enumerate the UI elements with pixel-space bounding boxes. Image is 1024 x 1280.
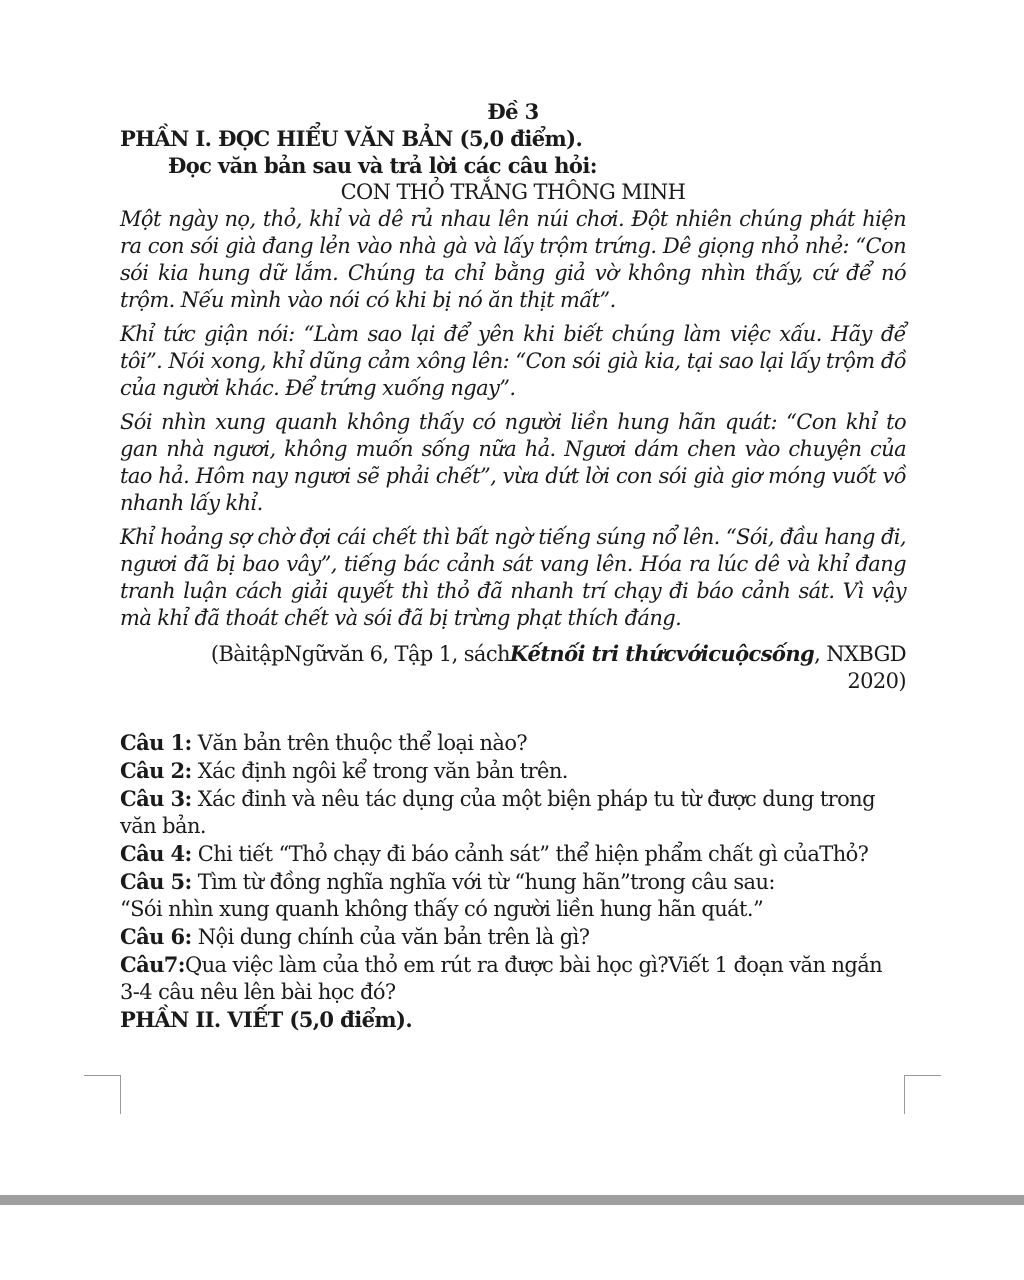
story-paragraph: Sói nhìn xung quanh không thấy có người liền hung hãn quát: “Con khỉ to gan nhà ngươi, không muốn sống nữa hả. Ngươi dám chen vào chuyện của tao hả. Hôm nay ngươi sẽ phải chết”, vừa dứt lời con sói già giơ móng vuốt vồ nhanh lấy khỉ. <box>120 410 906 515</box>
question-list <box>120 729 906 1033</box>
question-item <box>120 757 906 785</box>
question-text: Nội dung chính của văn bản trên là gì? <box>191 925 590 949</box>
instruction: Đọc văn bản sau và trả lời các câu hỏi: <box>168 153 597 178</box>
story-paragraph: Khỉ hoảng sợ chờ đợi cái chết thì bất ngờ tiếng súng nổ lên. “Sói, đầu hang đi, ngươi đã bị bao vây”, tiếng bác cảnh sát vang lên. Hóa ra lúc dê và khỉ đang tranh luận cách giải quyết thì thỏ đã nhanh trí chạy đi báo cảnh sát. Vì vậy mà khỉ đã thoát chết và sói đã bị trừng phạt thích đáng. <box>120 525 906 630</box>
source-year: 2020) <box>847 669 906 693</box>
question-text: Qua việc làm của thỏ em rút ra được bài học gì?Viết 1 đoạn văn ngắn 3-4 câu nêu lên bài học đó? <box>120 953 883 1004</box>
story-paragraph: Khỉ tức giận nói: “Làm sao lại để yên khi biết chúng làm việc xấu. Hãy để tôi”. Nói xong, khỉ dũng cảm xông lên: “Con sói già kia, tại sao lại lấy trộm đồ của người khác. Để trứng xuống ngay”. <box>120 322 906 400</box>
exam-heading: Đề 3 <box>487 99 539 124</box>
part1-title: PHẦN I. ĐỌC HIỂU VĂN BẢN (5,0 điểm). <box>120 126 583 151</box>
question-text: Xác định ngôi kể trong văn bản trên. <box>191 759 568 783</box>
question-item <box>120 868 906 896</box>
source-suffix: , NXBGD <box>814 642 906 666</box>
question-text: Chi tiết “Thỏ chạy đi báo cảnh sát” thể hiện phẩm chất gì củaThỏ? <box>191 842 869 866</box>
question-item <box>120 729 906 757</box>
question-text: Tìm từ đồng nghĩa nghĩa với từ “hung hãn”trong câu sau: <box>191 870 775 894</box>
document-content <box>120 98 906 1033</box>
question-item <box>120 923 906 951</box>
question-label: Câu 4: <box>120 841 192 866</box>
next-page-area <box>0 1205 1024 1280</box>
question-text: Văn bản trên thuộc thể loại nào? <box>191 731 528 755</box>
question-label: Câu 5: <box>120 869 192 894</box>
question-label: Câu 1: <box>120 730 192 755</box>
quoted-sentence: “Sói nhìn xung quanh không thấy có người liền hung hãn quát.” <box>120 897 764 921</box>
story-paragraph: Một ngày nọ, thỏ, khỉ và dê rủ nhau lên núi chơi. Đột nhiên chúng phát hiện ra con sói già đang lẻn vào nhà gà và lấy trộm trứng. Dê giọng nhỏ nhẻ: “Con sói kia hung dữ lắm. Chúng ta chỉ bằng giả vờ không nhìn thấy, cứ để nó trộm. Nếu mình vào nói có khi bị nó ăn thịt mất”. <box>120 207 906 312</box>
source-citation <box>120 640 906 668</box>
question-item <box>120 840 906 868</box>
page-corner-mark-left <box>84 1075 121 1114</box>
part2-title: PHẦN II. VIẾT (5,0 điểm). <box>120 1007 413 1032</box>
question-label: Câu 2: <box>120 758 192 783</box>
question-label: Câu 6: <box>120 924 192 949</box>
source-book: Kếtnối tri thứcvớicuộcsống <box>509 641 815 666</box>
question-text: Xác đinh và nêu tác dụng của một biện pháp tu từ được dung trong văn bản. <box>120 787 875 838</box>
question-item <box>120 951 906 1006</box>
story-title: CON THỎ TRẮNG THÔNG MINH <box>340 180 686 204</box>
source-prefix: (BàitậpNgữvăn 6, Tập 1, sách <box>210 642 510 666</box>
question-item <box>120 785 906 840</box>
page-corner-mark-right <box>904 1075 941 1114</box>
page-separator <box>0 1195 1024 1205</box>
question-label: Câu7: <box>120 952 185 977</box>
question-label: Câu 3: <box>120 786 192 811</box>
